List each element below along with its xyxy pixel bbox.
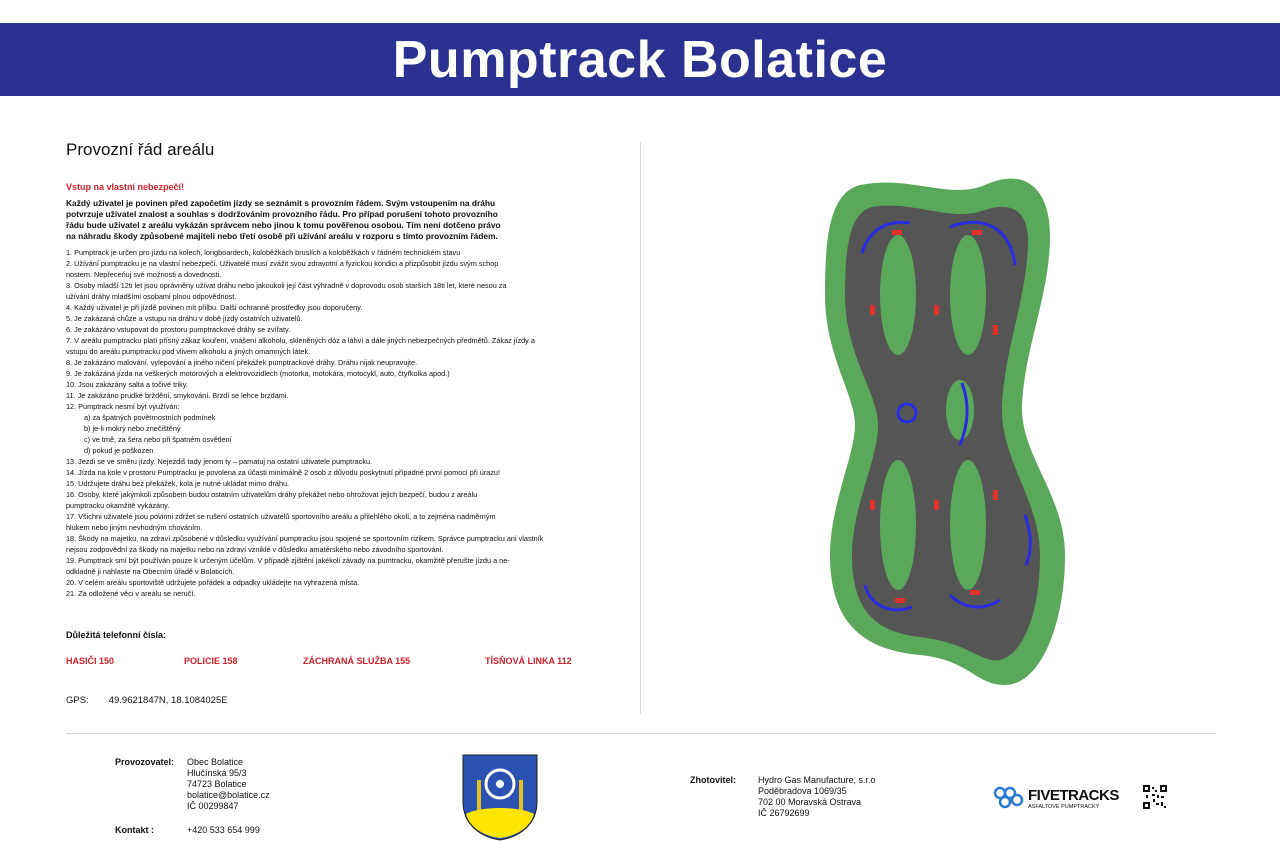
rule-line: 15. Udržujete dráhu bez překážek, kola je nutné ukládat mimo dráhu. (66, 479, 290, 488)
grass-island (950, 235, 986, 355)
direction-arrow (934, 500, 939, 510)
phone-ambulance: ZÁCHRANÁ SLUŽBA 155 (303, 656, 411, 666)
rule-line: 12. Pumptrack nesmí být využíván: (66, 402, 180, 411)
coat-of-arms-icon (460, 752, 540, 841)
rule-line: 17. Všichni uživatelé jsou povinni zdržet se rušení ostatních uživatelů sportovního areálu a přilehlého okolí, a to zejména nadměrným (66, 512, 496, 521)
rule-line: hlukem nebo jiným nevhodným chováním. (66, 523, 203, 532)
rule-line: odkladně ji nahlaste na Obecním úřadě v Bolaticích. (66, 567, 235, 576)
operator-line: 74723 Bolatice (187, 779, 247, 789)
rule-line: pumptracku okamžitě vykázány. (66, 501, 170, 510)
operator-line: Hlučínská 95/3 (187, 768, 247, 778)
rule-line: 10. Jsou zakázány salta a točivé triky. (66, 380, 188, 389)
direction-arrow (870, 500, 875, 510)
operator-email[interactable]: bolatice@bolatice.cz (187, 790, 270, 800)
rule-line: 19. Pumptrack smí být používán pouze k určeným účelům. V případě zjištění jakékoli závady na pumtracku, okamžitě přerušte jízdu a ne- (66, 556, 510, 565)
brand-tagline: ASFALTOVÉ PUMPTRACKY (1028, 804, 1100, 810)
builder-label: Zhotovitel: (690, 775, 736, 785)
rule-line: nostem. Nepřeceňuj své možnosti a dovednosti. (66, 270, 222, 279)
direction-arrow (870, 305, 875, 315)
rules-list (66, 247, 636, 599)
rule-line: 1. Pumptrack je určen pro jízdu na kolech, longboardech, koloběžkách bruslích a koloběžkách v řádném technickém stavu (66, 248, 461, 257)
builder-line: Hydro Gas Manufacture, s.r.o (758, 775, 876, 785)
rule-line: užívání dráhy mladšími osobami plnou odpovědnost. (66, 292, 237, 301)
sub-rule-line: c) ve tmě, za šera nebo při špatném osvětlení (84, 435, 232, 444)
contact-row (115, 825, 260, 835)
direction-arrow (993, 325, 998, 335)
gps-value: 49.9621847N, 18.1084025E (108, 695, 228, 706)
intro-line: Každý uživatel je povinen před započetím jízdy se seznámit s provozním řádem. Svým vstoupením na dráhu (66, 198, 496, 208)
rule-line: 16. Osoby, které jakýmkoli způsobem budou ostatním uživatelům dráhy překážet nebo ohrožovat jejich bezpečí, budou z areálu (66, 490, 478, 499)
operator-label: Provozovatel: (115, 757, 175, 767)
intro-line: řádu bude uživatel z areálu vykázán správcem nebo jinou k tomu pověřenou osobou. Tím není dotčeno právo (66, 220, 501, 230)
direction-arrow (895, 598, 905, 603)
operator-block (115, 757, 270, 812)
phone-list (66, 656, 606, 666)
rule-line: 14. Jízda na kole v prostoru Pumptracku je povolena za účasti minimálně 2 osob z důvodu poskytnutí případné první pomoci při úrazu! (66, 468, 500, 477)
intro-line: potvrzuje uživatel znalost a souhlas s dodržováním provozního řádu. Pro případ porušení tohoto provozního (66, 209, 498, 219)
phones-title: Důležitá telefonní čísla: (66, 630, 167, 640)
rule-line: 18. Škody na majetku, na zdraví způsobené v důsledku využívání pumptracku jsou spojené se sportovním rizikem. Správce pumptracku ani vlastník (66, 534, 544, 543)
rule-line: 2. Užívání pumptracku je na vlastní nebezpečí. Uživatelé musí zvážit svou zdravotní a fyzickou kondici a přizpůsobit jízdu svým schop (66, 259, 499, 268)
sub-rule-line: b) je-li mokrý nebo znečištěný (84, 424, 181, 433)
builder-line: Poděbradova 1069/35 (758, 786, 847, 796)
rule-line: 4. Každý uživatel je při jízdě povinen mít přilbu. Další ochranné prostředky jsou doporučeny. (66, 303, 363, 312)
contact-value: +420 533 654 999 (187, 825, 260, 835)
rule-line: 7. V areálu pumptracku platí přísný zákaz kouření, vnášení alkoholu, skleněných dóz a láhví a dále jiných nebezpečných předmětů. Zákaz jízdy a (66, 336, 535, 345)
title-banner (0, 23, 1280, 96)
rule-line: 11. Je zakázáno prudké brždění, smykování. Brzdí se lehce brzdami. (66, 391, 289, 400)
operator-line: IČ 00299847 (187, 801, 239, 811)
track-map (800, 155, 1070, 695)
gps-row (66, 695, 228, 706)
brand-name: FIVETRACKS (1028, 787, 1119, 804)
direction-arrow (892, 230, 902, 235)
rule-line: 13. Jezdi se ve směru jízdy. Nejezdiš tady jenom ty – pamatuj na ostatní uživatele pumptracku. (66, 457, 373, 466)
phone-firefighters: HASIČI 150 (66, 656, 115, 666)
grass-island (880, 235, 916, 355)
phone-police: POLICIE 158 (184, 656, 238, 666)
rule-line: nejsou zodpovědní za škody na majetku nebo na zdraví vzniklé v důsledku amatérského nebo závodního sportování. (66, 545, 444, 554)
intro-line: na náhradu škody způsobené majiteli nebo třetí osobě při užívání areálu v rozporu s tímto provozním řádem. (66, 231, 498, 241)
grass-island (946, 380, 974, 440)
direction-arrow (970, 590, 980, 595)
builder-block (690, 775, 876, 819)
builder-line: IČ 26792699 (758, 808, 810, 818)
operator-line: Obec Bolatice (187, 757, 244, 767)
rule-line: 8. Je zakázáno malování, vylepování a jiného ničení překážek pumptrackové dráhy. Dráhu nijak neupravujte. (66, 358, 418, 367)
direction-arrow (993, 490, 998, 500)
qr-code-icon[interactable] (1143, 785, 1167, 809)
contact-label: Kontakt : (115, 825, 154, 835)
section-title: Provozní řád areálu (66, 140, 215, 159)
phone-emergency: TÍSŇOVÁ LINKA 112 (485, 656, 572, 666)
sub-rule-line: d) pokud je poškozen (84, 446, 154, 455)
vertical-divider (640, 142, 641, 714)
rule-line: 5. Je zakázaná chůze a vstupu na dráhu v době jízdy ostatních uživatelů. (66, 314, 303, 323)
rule-line: 3. Osoby mladší 12ti let jsou oprávněny užívat dráhu nebo jakoukoli její část výhradně v doprovodu osob starších 18ti let, které nesou za (66, 281, 507, 290)
rule-line: 6. Je zakázáno vstupovat do prostoru pumptrackové dráhy se zvířaty. (66, 325, 291, 334)
page-title: Pumptrack Bolatice (392, 30, 888, 89)
rule-line: 21. Za odložené věci v areálu se neručí. (66, 589, 196, 598)
intro-text (66, 198, 636, 242)
sub-rule-line: a) za špatných povětrnostních podmínek (84, 413, 216, 422)
grass-island (880, 460, 916, 590)
rules-section (66, 140, 636, 599)
gps-label: GPS: (66, 695, 89, 706)
direction-arrow (972, 230, 982, 235)
direction-arrow (934, 305, 939, 315)
horizontal-divider (66, 733, 1216, 734)
grass-island (950, 460, 986, 590)
warning-text: Vstup na vlastní nebezpečí! (66, 182, 185, 192)
rule-line: 20. V celém areálu sportoviště udržujete pořádek a odpadky ukládejte na vyhrazená místa. (66, 578, 360, 587)
rule-line: vstupu do areálu pumptracku pod vlivem alkoholu a jiných omamných látek. (66, 347, 311, 356)
builder-line: 702 00 Moravská Ostrava (758, 797, 862, 807)
rule-line: 9. Je zakázáná jízda na veškerých motorových a elektrovozidlech (motorka, motokára, motocykl, auto, čtyřkolka apod.) (66, 369, 450, 378)
